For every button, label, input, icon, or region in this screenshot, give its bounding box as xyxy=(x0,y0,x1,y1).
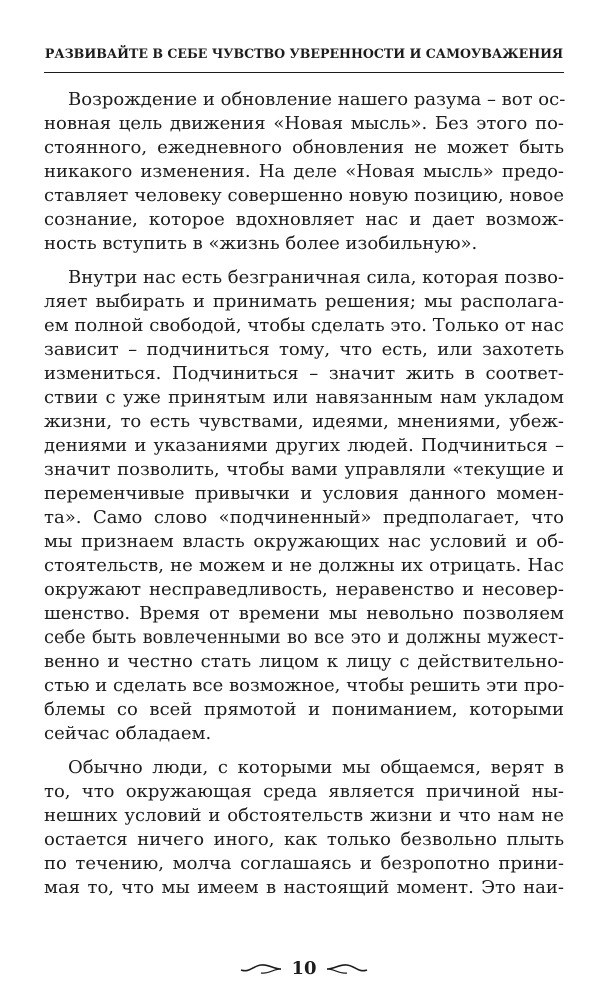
text-line: стоятельств, не можем и не должны их отрицать. Нас xyxy=(44,555,564,576)
text-line: венно и честно стать лицом к лицу с действительно- xyxy=(44,651,564,672)
paragraph xyxy=(44,266,564,746)
page-number: 10 xyxy=(291,958,317,979)
text-line: та». Само слово «подчиненный» предполагает, что xyxy=(44,507,564,528)
body-text xyxy=(44,88,564,910)
text-line: Возрождение и обновление нашего разума – вот ос- xyxy=(68,89,566,110)
text-line: переменчивые привычки и условия данного момен- xyxy=(44,483,564,504)
text-line: то, что окружающая среда является причиной ны- xyxy=(44,781,564,802)
header-rule xyxy=(44,72,564,73)
paragraph xyxy=(44,756,564,900)
text-line: сознание, которое вдохновляет нас и дает возмож- xyxy=(44,209,564,230)
text-line: стоянного, ежедневного обновления не может быть xyxy=(44,137,564,158)
text-line: жизни, то есть чувствами, идеями, мнениями, убеж- xyxy=(44,411,564,432)
text-line: мы признаем власть окружающих нас условий и об- xyxy=(44,531,564,552)
text-line: измениться. Подчиниться – значит жить в соответ- xyxy=(44,363,564,384)
text-line: никакого изменения. На деле «Новая мысль» предо- xyxy=(44,161,564,182)
text-line: Обычно люди, с которыми мы общаемся, верят в xyxy=(68,757,564,778)
text-line: мая то, что мы имеем в настоящий момент. Это наи- xyxy=(44,877,564,898)
text-line: зависит – подчиниться тому, что есть, или захотеть xyxy=(44,339,564,360)
text-line: себе быть вовлеченными во все это и должны мужест- xyxy=(44,628,564,648)
text-line: дениями и указаниями других людей. Подчиниться – xyxy=(44,435,564,456)
text-line: стью и сделать все возможное, чтобы решить эти про- xyxy=(44,675,565,696)
running-head: РАЗВИВАЙТЕ В СЕБЕ ЧУВСТВО УВЕРЕННОСТИ И САМОУВАЖЕНИЯ xyxy=(44,46,564,61)
text-line: ем полной свободой, чтобы сделать это. Только от нас xyxy=(44,315,564,336)
text-line: остается ничего иного, как только безвольно плыть xyxy=(44,829,564,850)
text-line: шенство. Время от времени мы невольно позволяем xyxy=(44,603,564,624)
text-line: по течению, молча соглашаясь и безропотно прини- xyxy=(44,853,564,874)
text-line: сейчас обладаем. xyxy=(44,723,212,744)
text-line: Внутри нас есть безграничная сила, которая позво- xyxy=(68,267,565,288)
text-line: новная цель движения «Новая мысль». Без этого по- xyxy=(44,113,564,134)
text-line: окружают несправедливость, неравенство и несовер- xyxy=(44,579,564,600)
text-line: значит позволить, чтобы вами управляли «текущие и xyxy=(44,459,564,480)
text-line: ствии с уже принятым или навязанным нам укладом xyxy=(44,387,564,408)
text-line: ставляет человеку совершенно новую позицию, новое xyxy=(44,185,564,206)
text-line: ность вступить в «жизнь более изобильную». xyxy=(44,233,478,254)
folio xyxy=(0,958,608,979)
paragraph xyxy=(44,88,564,256)
text-line: блемы со всей прямотой и пониманием, которыми xyxy=(44,699,564,720)
flourish-left-icon xyxy=(239,962,283,976)
text-line: нешних условий и обстоятельств жизни и что нам не xyxy=(44,805,564,826)
flourish-right-icon xyxy=(325,962,369,976)
text-line: ляет выбирать и принимать решения; мы располага- xyxy=(44,291,564,312)
